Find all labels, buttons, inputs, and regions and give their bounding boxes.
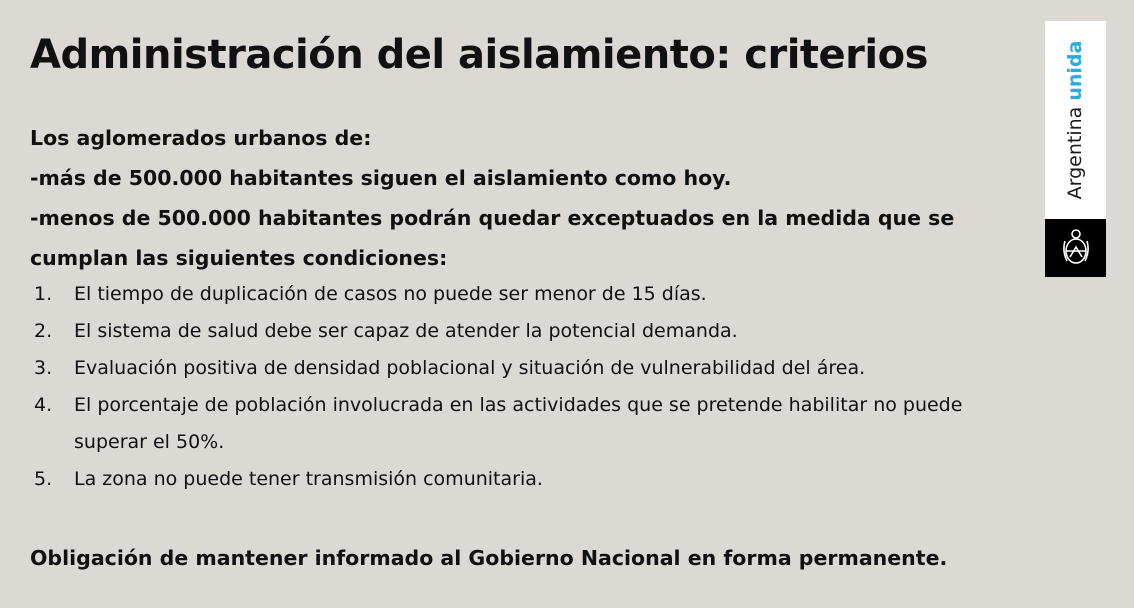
list-text: El tiempo de duplicación de casos no puede ser menor de 15 días. [74,283,707,305]
list-text: El sistema de salud debe ser capaz de atender la potencial demanda. [74,320,738,342]
list-number: 5. [34,468,53,490]
list-number: 1. [34,283,53,305]
intro-text [30,118,1020,278]
list-item [30,350,1030,387]
list-number: 4. [34,394,53,416]
logo-wordmark [1064,41,1086,200]
logo-word-unida: unida [1064,40,1086,101]
list-item [30,461,1030,498]
list-text: El porcentaje de población involucrada en las actividades que se pretende habilitar no puede [74,394,963,416]
list-text: superar el 50%. [74,431,225,453]
intro-line: cumplan las siguientes condiciones: [30,246,448,270]
list-item [30,387,1030,461]
list-number: 2. [34,320,53,342]
intro-line: -más de 500.000 habitantes siguen el aislamiento como hoy. [30,166,732,190]
criteria-list [30,276,1030,498]
coat-of-arms-icon [1061,227,1091,267]
footer-note: Obligación de mantener informado al Gobierno Nacional en forma permanente. [30,546,948,570]
logo-wordmark-panel [1045,21,1106,219]
list-item [30,313,1030,350]
list-item [30,276,1030,313]
logo-word-argentina: Argentina [1064,106,1086,200]
list-text: La zona no puede tener transmisión comunitaria. [74,468,543,490]
page-title: Administración del aislamiento: criterios [30,32,928,78]
list-text: Evaluación positiva de densidad poblacional y situación de vulnerabilidad del área. [74,357,866,379]
argentina-unida-logo [1045,21,1106,277]
intro-line: -menos de 500.000 habitantes podrán quedar exceptuados en la medida que se [30,206,955,230]
intro-line: Los aglomerados urbanos de: [30,126,372,150]
list-number: 3. [34,357,53,379]
